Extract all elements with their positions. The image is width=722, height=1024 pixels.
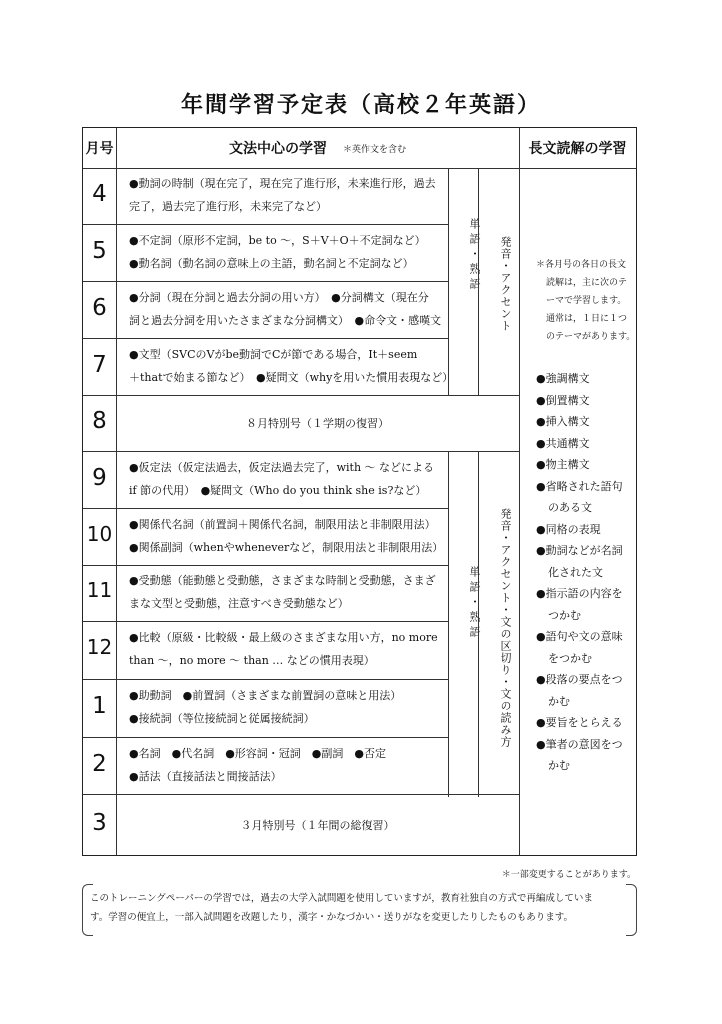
- row-divider: [83, 281, 448, 282]
- month-number: 8: [92, 408, 107, 434]
- notice-line: このトレーニングペーパーの学習では，過去の大学入試問題を使用していますが，教育社独自の方式で再編成していま: [90, 893, 593, 904]
- grammar-topics: [129, 684, 401, 730]
- grammar-topics: [129, 229, 426, 275]
- reading-topic: ●要旨をとらえる: [536, 716, 623, 729]
- pronunciation-column-rule: [478, 168, 479, 395]
- grammar-line: 詞と過去分詞を用いたさまざまな分詞構文） ●命令文・感嘆文: [129, 313, 442, 327]
- vocab-column-rule: [448, 451, 449, 797]
- grammar-line: ●話法（直接話法と間接話法）: [129, 769, 282, 783]
- grammar-header: [116, 128, 519, 168]
- reading-note: [536, 256, 636, 346]
- grammar-topics: [129, 286, 441, 332]
- grammar-topics: [129, 513, 443, 559]
- usage-notice: [82, 884, 637, 934]
- month-number: 7: [92, 351, 107, 378]
- month-number: 6: [92, 294, 107, 321]
- row-divider: [83, 338, 448, 339]
- month-number: 12: [86, 635, 113, 659]
- grammar-line: ●接続詞（等位接続詞と従属接続詞）: [129, 712, 315, 725]
- month-number: 11: [86, 578, 113, 602]
- reading-topic: ●指示語の内容を つかむ: [536, 587, 623, 622]
- header-divider: [83, 168, 636, 169]
- reading-note-line: ＊各月号の各日の長文: [536, 260, 627, 270]
- reading-note-line: ーマで学習します。: [546, 296, 627, 306]
- grammar-topics: [129, 456, 434, 502]
- special-issue-label: ３月特別号（１年間の総復習）: [240, 818, 395, 832]
- grammar-line: ●関係代名詞（前置詞＋関係代名詞，制限用法と非制限用法）: [129, 517, 436, 531]
- reading-note-line: のテーマがあります。: [546, 332, 636, 342]
- grammar-line: ●助動詞 ●前置詞（さまざまな前置詞の意味と用法）: [129, 689, 402, 702]
- reading-topic: ●共通構文: [536, 436, 590, 450]
- change-notice: ＊一部変更することがあります。: [501, 870, 636, 880]
- row-divider: [83, 565, 448, 566]
- reading-topic: ●段落の要点をつ かむ: [536, 673, 623, 708]
- grammar-line: ●分詞（現在分詞と過去分詞の用い方） ●分詞構文（現在分: [129, 290, 429, 304]
- reading-topic: ●語句や文の意味 をつかむ: [536, 630, 623, 665]
- grammar-topics: [129, 626, 438, 672]
- reading-note-line: 読解は，主に次のテ: [546, 278, 628, 288]
- row-divider: [83, 224, 448, 225]
- grammar-line: ●比較（原級・比較級・最上級のさまざまな用い方，no more: [129, 631, 438, 644]
- month-number: 3: [92, 809, 107, 836]
- row-divider: [83, 794, 519, 795]
- month-number: 9: [92, 464, 107, 491]
- reading-topic: ●倒置構文: [536, 393, 590, 407]
- grammar-line: ●不定詞（原形不定詞，be to ～，S＋V＋O＋不定詞など）: [129, 233, 426, 247]
- month-number: 1: [92, 693, 107, 719]
- page-title: 年間学習予定表（高校２年英語）: [180, 92, 541, 118]
- grammar-line: ●文型（SVCのVがbe動詞でCが節である場合，It＋seem: [129, 347, 418, 361]
- reading-topic: ●挿入構文: [536, 415, 590, 428]
- reading-topic: ●強調構文: [536, 372, 590, 385]
- grammar-line: than ～，no more ～ than … などの慣用表現）: [129, 654, 375, 667]
- grammar-header-note: ＊英作文を含む: [342, 144, 406, 155]
- notice-bracket-left: [82, 884, 93, 936]
- grammar-line: ●仮定法（仮定法過去，仮定法過去完了，with ～ などによる: [129, 460, 435, 474]
- pronunciation-column-rule: [478, 451, 479, 797]
- grammar-line: ●関係副詞（whenやwheneverなど，制限用法と非制限用法）: [129, 540, 444, 554]
- month-header: 月号: [85, 141, 114, 157]
- grammar-line: まな文型と受動態，注意すべき受動態など）: [129, 597, 349, 610]
- month-column-rule: [116, 128, 117, 855]
- grammar-topics: [129, 742, 386, 788]
- month-number: 2: [92, 750, 107, 777]
- grammar-line: if 節の代用） ●疑問文（Who do you think she is?など）: [129, 483, 427, 497]
- month-number: 10: [86, 521, 113, 546]
- grammar-line: ＋thatで始まる節など） ●疑問文（whyを用いた慣用表現など）: [129, 370, 454, 384]
- grammar-line: ●受動態（能動態と受動態，さまざまな時制と受動態，さまざ: [129, 574, 436, 587]
- reading-header: 長文読解の学習: [528, 141, 627, 157]
- row-divider: [83, 508, 448, 509]
- grammar-line: ●動詞の時制（現在完了，現在完了進行形，未来進行形，過去: [129, 177, 436, 190]
- grammar-line: ●名詞 ●代名詞 ●形容詞・冠詞 ●副詞 ●否定: [129, 746, 386, 760]
- grammar-line: ●動名詞（動名詞の意味上の主語，動名詞と不定詞など）: [129, 256, 414, 270]
- grammar-topics: [129, 569, 436, 615]
- reading-topic: ●動詞などが名詞 化された文: [536, 544, 623, 579]
- notice-bracket-right: [626, 884, 637, 936]
- reading-column-rule: [519, 128, 520, 855]
- reading-topic: ●同格の表現: [536, 522, 601, 536]
- row-divider: [83, 395, 519, 396]
- row-divider: [83, 621, 448, 622]
- grammar-header-label: 文法中心の学習: [228, 141, 327, 157]
- grammar-topics: [129, 343, 453, 389]
- row-divider: [83, 451, 519, 452]
- reading-topic: ●筆者の意図をつ かむ: [536, 737, 623, 772]
- pronunciation-label-term1: 発音・アクセント: [499, 236, 512, 332]
- pronunciation-label-term2: 発音・アクセント・文の区切り・文の読み方: [499, 508, 512, 748]
- month-number: 5: [92, 237, 107, 264]
- row-divider: [83, 679, 448, 680]
- grammar-topics: [129, 172, 436, 218]
- schedule-table: [82, 127, 637, 856]
- month-number: 4: [92, 181, 107, 207]
- reading-topic: ●物主構文: [536, 458, 590, 471]
- reading-topics-list: [536, 368, 636, 777]
- reading-note-line: 通常は，１日に１つ: [546, 314, 628, 324]
- reading-topic: ●省略された語句 のある文: [536, 479, 623, 514]
- vocab-label-term1: 単語・熟語: [468, 218, 481, 293]
- row-divider: [83, 737, 448, 738]
- grammar-line: 完了，過去完了進行形，未来完了など）: [129, 200, 327, 213]
- notice-line: す。学習の便宜上，一部入試問題を改題したり，漢字・かなづかい・送りがなを変更したりしたものもあります。: [90, 912, 573, 923]
- vocab-label-term2: 単語・熟語: [468, 566, 481, 641]
- special-issue-label: ８月特別号（１学期の復習）: [246, 417, 389, 430]
